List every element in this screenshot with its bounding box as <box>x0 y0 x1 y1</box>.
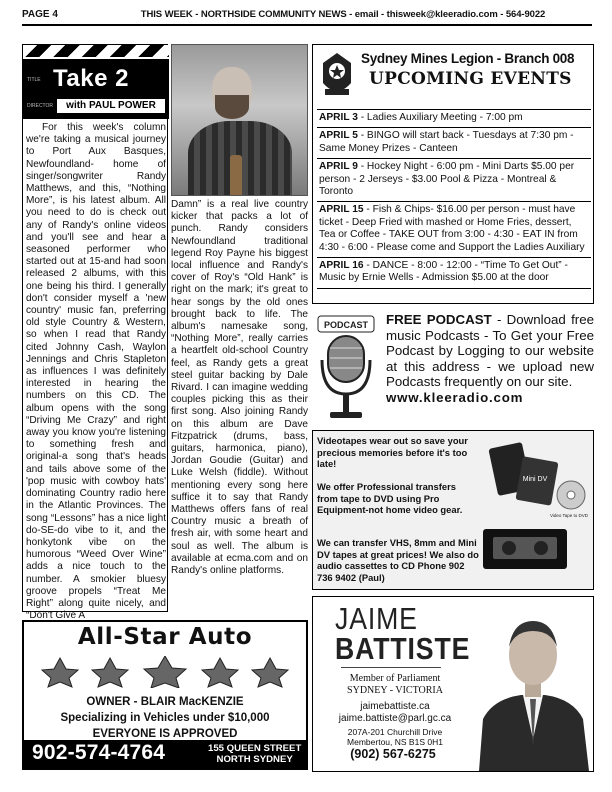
mp-email[interactable]: jaime.battiste@parl.gc.ca <box>338 713 452 724</box>
legion-title: Sydney Mines Legion - Branch 008 <box>361 51 575 66</box>
allstar-auto-ad <box>22 620 308 770</box>
specialty: Specializing in Vehicles under $10,000 <box>60 712 270 724</box>
podcast-lead: FREE PODCAST <box>386 312 492 327</box>
mp-website[interactable]: jaimebattiste.ca <box>360 701 430 712</box>
article-col2 <box>171 199 308 577</box>
mp-role: Member of Parliament <box>349 673 441 684</box>
event-item <box>317 158 591 201</box>
video-line-2: We offer Professional transfers from tape to DVD using Pro Equipment-not home video gear. <box>317 481 463 515</box>
disc-label: Video Tape to DVD <box>549 513 589 518</box>
event-item <box>317 201 591 257</box>
microphone-icon <box>316 314 376 426</box>
take2-banner <box>23 45 169 119</box>
header-line: THIS WEEK - NORTHSIDE COMMUNITY NEWS - email - thisweek@kleeradio.com - 564-9022 <box>140 8 546 20</box>
legion-crest-icon <box>319 49 355 101</box>
website-link[interactable]: www.kleeradio.com <box>386 389 524 405</box>
legion-ad <box>312 44 594 304</box>
video-transfer-ad <box>312 430 594 590</box>
tapes-icon <box>479 437 591 587</box>
event-text: - Ladies Auxiliary Meeting - 7:00 pm <box>357 112 523 123</box>
title-label: TITLE <box>27 77 41 83</box>
mp-riding: SYDNEY - VICTORIA <box>347 685 443 696</box>
mp-address-1: 207A-201 Churchill Drive <box>347 727 443 737</box>
owner-info <box>24 694 306 742</box>
page-number: PAGE 4 <box>22 8 58 20</box>
approval: EVERYONE IS APPROVED <box>92 728 238 740</box>
mp-address <box>317 727 473 747</box>
video-line-1: Videotapes wear out so save your precious memories before it's too late! <box>317 435 468 469</box>
event-date: APRIL 5 <box>319 130 358 142</box>
event-item <box>317 127 591 158</box>
owner: OWNER - BLAIR MacKENZIE <box>86 696 244 708</box>
mp-portrait <box>473 599 593 771</box>
event-list <box>317 109 591 289</box>
mp-address-2: Membertou, NS B1S 0H1 <box>347 737 443 747</box>
event-item <box>317 257 591 289</box>
podcast-badge: PODCAST <box>323 320 369 330</box>
mp-phone: (902) 567-6275 <box>350 747 436 761</box>
article-text-1: For this week's column we're taking a musical journey to Port Aux Basques, Newfoundland- home of singer/songwriter Randy Matthews, and this, “Nothing More”, is his latest album. All you need to do is check out any of Randy's online videos and you'll see and hear a seasoned performer who started out at 15-and had soon released 2 albums, with this one being his third. I generally don't consider myself a 'new country' music fan, preferring old style Country & Western, so when I read that Randy cited Johnny Cash, Waylon Jennings and Chris Stapleton as influences I was definitely interested in hearing the numbers on this CD. The album opens with the song “Driving Me Crazy” and right away you know you're listening to something fresh and original-a song that's heads and tails above some of the 'pop music with cowboy hats' dominating Country radio here in the Atlantic Provinces. The song “Lessons” has a nice light do-SE-do vibe to it, and the honkytonk vibe on the humorous “Weed Over Wine” adds a nice touch to the number. A smokier bluesy groove propels “Treat Me Right” along quite nicely, and “Don't Give A <box>26 122 166 622</box>
business-name: All-Star Auto <box>77 624 253 650</box>
address <box>208 743 301 765</box>
article-text-2: Damn” is a real live country kicker that packs a lot of punch. Randy considers Newfoundland traditional legend Roy Payne his biggest local influence and Randy's cover of Roy's “Old Hank” is right on the mark; it's great to hear songs by the old ones brought back to life. The album's namesake song, “Nothing More”, really carries a heartfelt old-school Country feel, as Randy gets a great steel guitar backing by Dale Rivard. I can imagine wedding couples picking this as their first song. Also joining Randy on this album are Dave Fitzpatrick (drums, bass, guitars, harmonica, piano), Jordan Goudie (Guitar) and Luke Welsh (fiddle). Without mentioning every song here suffice it to say that Randy Matthews offers fans of real Country music a breath of fresh air, with some heart and soul as well. The album is available at ecma.com and on Randy's online platforms. <box>171 199 308 577</box>
event-date: APRIL 15 <box>319 204 364 216</box>
take2-byline: with PAUL POWER <box>57 99 165 113</box>
event-date: APRIL 16 <box>319 260 364 272</box>
event-item <box>317 109 591 127</box>
mp-last-name: BATTISTE <box>335 631 471 666</box>
phone-number: 902-574-4764 <box>32 741 166 764</box>
event-date: APRIL 3 <box>319 112 358 123</box>
event-text: - Fish & Chips- $16.00 per person - must have ticket - Deep Fried with mashed or Home Fries, dessert, Tea or Coffee - TAKE OUT from 3:00 - 4:30 - EAT IN from 4:30 - 6:00 - Please come and Support the Ladies Auxiliary <box>319 204 585 253</box>
podcast-text <box>386 312 594 405</box>
podcast-ad <box>312 310 594 428</box>
director-label: DIRECTOR <box>27 103 54 109</box>
event-date: APRIL 9 <box>319 161 358 173</box>
guitar-icon <box>230 155 242 196</box>
divider <box>341 667 441 668</box>
take2-title: Take 2 <box>53 65 129 92</box>
mp-first-name: JAIME <box>335 601 418 636</box>
beard-shape <box>215 95 249 119</box>
event-text: - DANCE - 8:00 - 12:00 - “Time To Get Out” - Music by Ernie Wells - Admission $5.00 at the door <box>319 260 568 284</box>
event-text: - BINGO will start back - Tuesdays at 7:30 pm - Same Money Prizes - Canteen <box>319 130 574 154</box>
clapperboard-icon <box>23 45 169 59</box>
stars-icon <box>38 656 292 688</box>
legion-subtitle: UPCOMING EVENTS <box>369 69 572 89</box>
mp-ad <box>312 596 594 772</box>
artist-photo <box>171 44 308 196</box>
page-header <box>22 4 592 26</box>
event-text: - Hockey Night - 6:00 pm - Mini Darts $5.00 per person - 2 Jerseys - $3.00 Pool & Pizza - Montreal & Toronto <box>319 161 575 198</box>
phone-bar <box>24 740 306 768</box>
podcast-body: - Download free music Podcasts - To Get your Free Podcast by Logging to our website at this address - we upload new Podcasts frequently on our site. <box>386 312 594 389</box>
tape-label: Mini DV <box>522 476 548 483</box>
take2-column <box>22 44 168 622</box>
video-line-3: We can transfer VHS, 8mm and Mini DV tapes at great prices! We also do audio cassettes to CD Phone 902 736 9402 (Paul) <box>317 537 479 583</box>
address-line-1: 155 QUEEN STREET <box>208 743 302 754</box>
address-line-2: NORTH SYDNEY <box>216 754 293 765</box>
article-col1 <box>26 122 166 622</box>
